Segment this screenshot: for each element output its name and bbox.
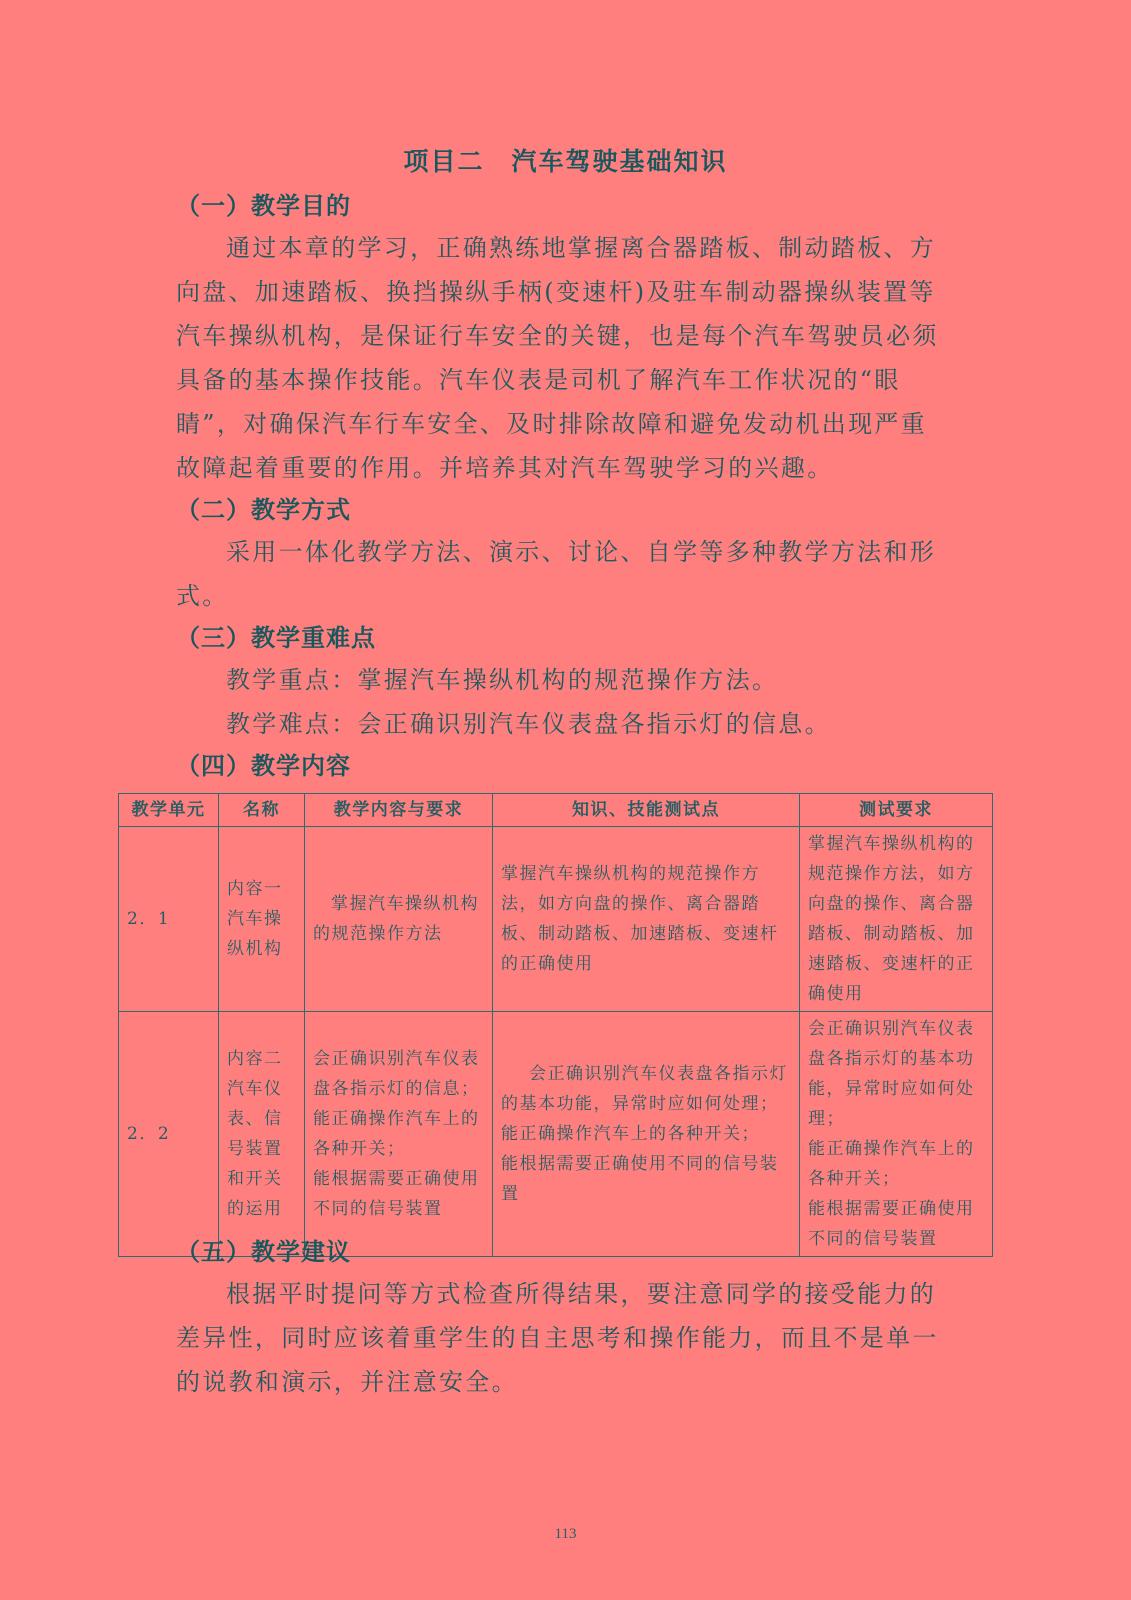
heading-method: （二）教学方式 bbox=[176, 495, 351, 524]
test-point-line: 能根据需要正确使用不同的信号装置 bbox=[501, 1154, 779, 1204]
cell-requirement bbox=[305, 1012, 493, 1257]
cell-unit: 2．2 bbox=[119, 1012, 219, 1257]
header-requirement: 教学内容与要求 bbox=[305, 794, 493, 827]
header-name: 名称 bbox=[219, 794, 305, 827]
cell-name: 内容二汽车仪表、信号装置和开关的运用 bbox=[219, 1012, 305, 1257]
requirement-line: 能正确操作汽车上的各种开关； bbox=[313, 1109, 480, 1159]
paragraph-focus: 教学重点：掌握汽车操纵机构的规范操作方法。 bbox=[226, 666, 779, 694]
header-test-points: 知识、技能测试点 bbox=[493, 794, 800, 827]
test-requirement-line: 能根据需要正确使用不同的信号装置 bbox=[808, 1199, 975, 1249]
document-title: 项目二 汽车驾驶基础知识 bbox=[403, 147, 728, 176]
test-requirement-line: 会正确识别汽车仪表盘各指示灯的基本功能，异常时应如何处理； bbox=[808, 1019, 975, 1129]
paragraph-suggestion: 根据平时提问等方式检查所得结果，要注意同学的接受能力的差异性，同时应该着重学生的自主思考和操作能力，而且不是单一的说教和演示，并注意安全。 bbox=[176, 1280, 939, 1396]
cell-test-requirement: 掌握汽车操纵机构的规范操作方法，如方向盘的操作、离合器踏板、制动踏板、加速踏板、变速杆的正确使用 bbox=[800, 827, 993, 1012]
heading-key-points: （三）教学重难点 bbox=[176, 623, 376, 652]
requirement-line: 会正确识别汽车仪表盘各指示灯的信息； bbox=[313, 1049, 480, 1099]
test-requirement-line: 能正确操作汽车上的各种开关； bbox=[808, 1139, 975, 1189]
cell-requirement: 掌握汽车操纵机构的规范操作方法 bbox=[305, 827, 493, 1012]
page-number: 113 bbox=[554, 1526, 577, 1542]
cell-unit: 2．1 bbox=[119, 827, 219, 1012]
heading-suggestion: （五）教学建议 bbox=[176, 1237, 351, 1266]
cell-test-points bbox=[493, 1012, 800, 1257]
test-point-line: 会正确识别汽车仪表盘各指示灯的基本功能，异常时应如何处理； bbox=[501, 1064, 788, 1114]
cell-test-requirement bbox=[800, 1012, 993, 1257]
paragraph-difficulty: 教学难点：会正确识别汽车仪表盘各指示灯的信息。 bbox=[226, 710, 831, 738]
requirement-line: 能根据需要正确使用不同的信号装置 bbox=[313, 1169, 480, 1219]
cell-test-points: 掌握汽车操纵机构的规范操作方法，如方向盘的操作、离合器踏板、制动踏板、加速踏板、变速杆的正确使用 bbox=[493, 827, 800, 1012]
content-table bbox=[118, 793, 993, 1257]
test-point-line: 能正确操作汽车上的各种开关； bbox=[501, 1124, 760, 1144]
heading-objective: （一）教学目的 bbox=[176, 191, 351, 220]
heading-content: （四）教学内容 bbox=[176, 751, 351, 780]
table-header-row bbox=[119, 794, 993, 827]
table-row bbox=[119, 1012, 993, 1257]
header-unit: 教学单元 bbox=[119, 794, 219, 827]
table-row bbox=[119, 827, 993, 1012]
cell-name: 内容一汽车操纵机构 bbox=[219, 827, 305, 1012]
paragraph-objective: 通过本章的学习，正确熟练地掌握离合器踏板、制动踏板、方向盘、加速踏板、换挡操纵手柄(变速杆)及驻车制动器操纵装置等汽车操纵机构，是保证行车安全的关键，也是每个汽车驾驶员必须具备的基本操作技能。汽车仪表是司机了解汽车工作状况的“眼睛”，对确保汽车行车安全、及时排除故障和避免发动机出现严重故障起着重要的作用。并培养其对汽车驾驶学习的兴趣。 bbox=[176, 234, 939, 482]
paragraph-method: 采用一体化教学方法、演示、讨论、自学等多种教学方法和形式。 bbox=[176, 538, 937, 610]
header-test-requirement: 测试要求 bbox=[800, 794, 993, 827]
